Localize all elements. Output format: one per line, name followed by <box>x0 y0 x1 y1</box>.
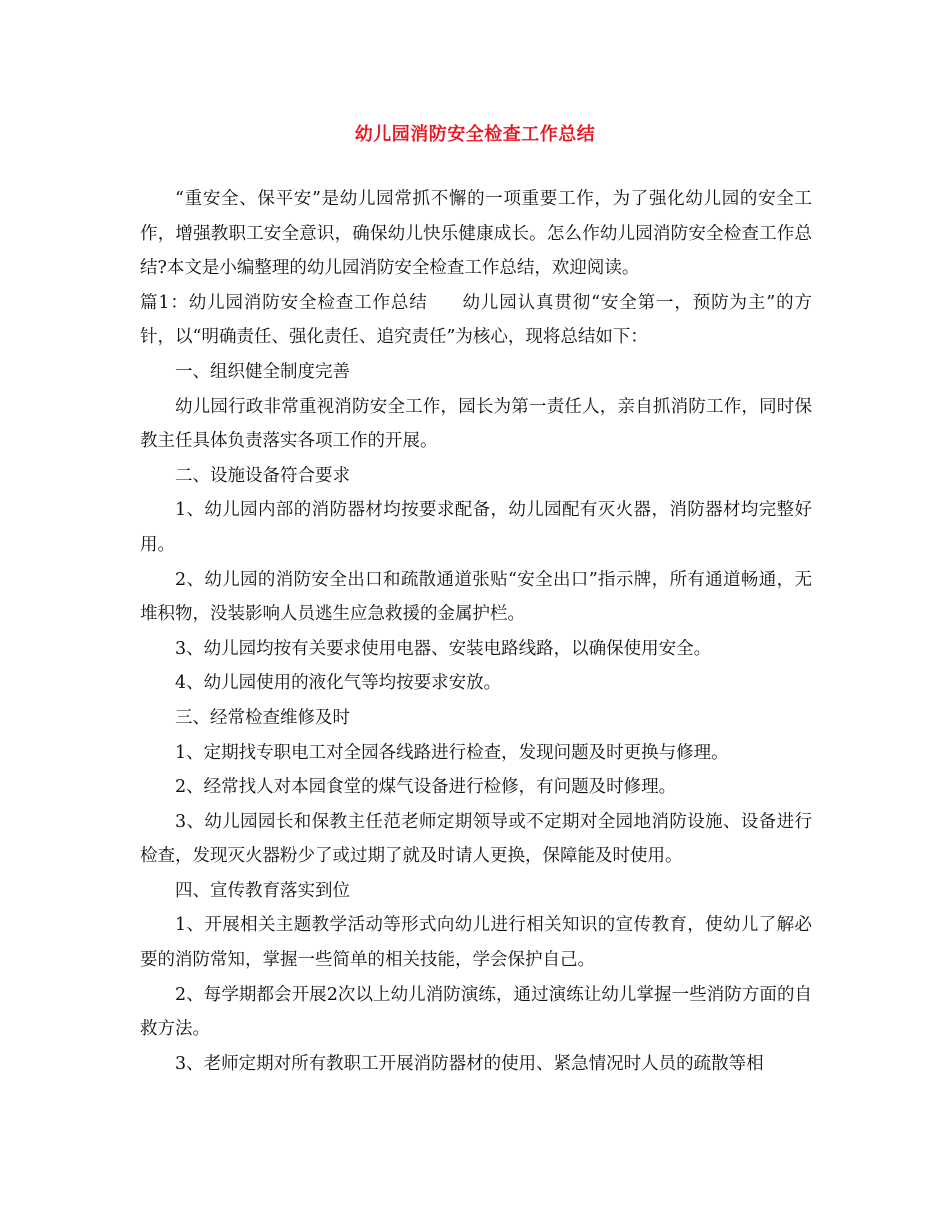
body-paragraph: 1、定期找专职电工对全园各线路进行检查，发现问题及时更换与修理。 <box>175 742 729 763</box>
body-paragraph: 1、开展相关主题教学活动等形式向幼儿进行相关知识的宣传教育，使幼儿了解必要的消防常知，掌握一些简单的相关技能，学会保护自己。 <box>140 915 812 971</box>
article-lead: 幼儿园认真贯彻“安全第一，预防为主”的方针，以“明确责任、强化责任、追究责任”为核心，现将总结如下： <box>140 292 812 348</box>
body-paragraph: 2、经常找人对本园食堂的煤气设备进行检修，有问题及时修理。 <box>175 777 677 798</box>
intro-paragraph: “重安全、保平安”是幼儿园常抓不懈的一项重要工作，为了强化幼儿园的安全工作，增强教职工安全意识，确保幼儿快乐健康成长。怎么作幼儿园消防安全检查工作总结?本文是小编整理的幼儿园消防安全检查工作总结，欢迎阅读。 <box>140 189 812 279</box>
body-paragraph: 3、幼儿园均按有关要求使用电器、安装电路线路，以确保使用安全。 <box>175 638 712 659</box>
body-paragraph: 幼儿园行政非常重视消防安全工作，园长为第一责任人，亲自抓消防工作，同时保教主任具体负责落实各项工作的开展。 <box>140 396 812 452</box>
section-heading: 一、组织健全制度完善 <box>175 361 350 382</box>
article-paragraph <box>140 286 812 355</box>
body-paragraph: 2、每学期都会开展2次以上幼儿消防演练，通过演练让幼儿掌握一些消防方面的自救方法。 <box>140 984 812 1040</box>
document-title: 幼儿园消防安全检查工作总结 <box>354 124 596 145</box>
article-label: 篇1：幼儿园消防安全检查工作总结 <box>140 292 428 313</box>
body-paragraph: 2、幼儿园的消防安全出口和疏散通道张贴“安全出口”指示牌，所有通道畅通，无堆积物，没装影响人员逃生应急救援的金属护栏。 <box>140 569 812 625</box>
section-heading: 二、设施设备符合要求 <box>175 465 350 486</box>
section-heading: 三、经常检查维修及时 <box>175 707 350 728</box>
section-heading: 四、宣传教育落实到位 <box>175 880 350 901</box>
body-paragraph: 3、幼儿园园长和保教主任范老师定期领导或不定期对全园地消防设施、设备进行检查，发现灭火器粉少了或过期了就及时请人更换，保障能及时使用。 <box>140 811 812 867</box>
body-paragraph: 3、老师定期对所有教职工开展消防器材的使用、紧急情况时人员的疏散等相 <box>175 1053 764 1074</box>
body-paragraph: 1、幼儿园内部的消防器材均按要求配备，幼儿园配有灭火器，消防器材均完整好用。 <box>140 500 812 555</box>
document-body <box>140 182 812 1081</box>
body-paragraph: 4、幼儿园使用的液化气等均按要求安放。 <box>175 673 502 694</box>
